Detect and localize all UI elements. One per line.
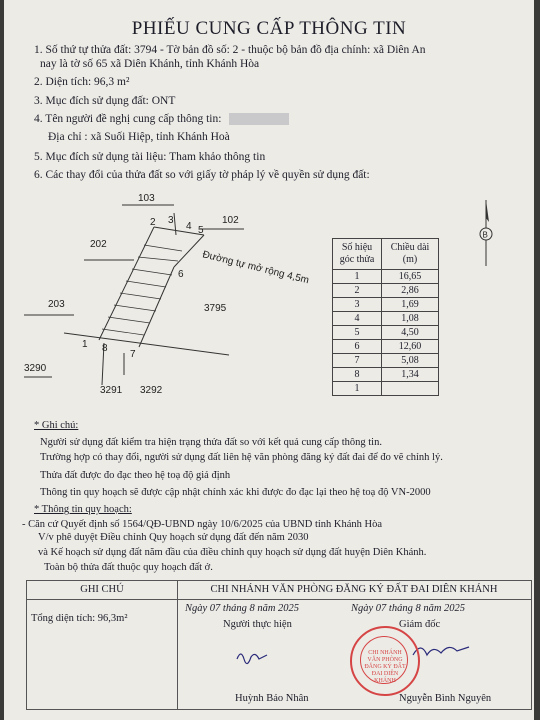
item-4-address: Địa chỉ : xã Suối Hiệp, tỉnh Khánh Hoà	[48, 131, 230, 143]
item-1-cont: nay là tờ số 65 xã Diên Khánh, tỉnh Khánh Hòa	[40, 58, 260, 70]
planning-heading: * Thông tin quy hoạch:	[34, 504, 132, 515]
table-row: 4 1,08	[333, 312, 439, 326]
parcel-102: 102	[222, 215, 239, 226]
north-label: B	[482, 230, 488, 240]
point-2: 2	[150, 217, 156, 228]
role-right: Giám đốc	[399, 619, 441, 630]
note-3: Thửa đất được đo đạc theo hệ toạ độ giả định	[40, 470, 231, 481]
signature-left	[235, 647, 269, 665]
point-4: 4	[186, 221, 192, 232]
table-row: 5 4,50	[333, 326, 439, 340]
redacted-name	[229, 113, 289, 125]
map-boundary-bottom	[64, 333, 229, 355]
point-6: 6	[178, 269, 184, 280]
name-left: Huỳnh Bảo Nhân	[235, 693, 309, 704]
parcel-202: 202	[90, 239, 107, 250]
north-arrow-icon	[474, 196, 500, 270]
item-2: 2. Diện tích: 96,3 m²	[34, 76, 130, 88]
date-left: Ngày 07 tháng 8 năm 2025	[185, 603, 300, 614]
item-3: 3. Mục đích sử dụng đất: ONT	[34, 95, 176, 107]
point-1: 1	[82, 339, 88, 350]
branch-header: CHI NHÁNH VĂN PHÒNG ĐĂNG KÝ ĐẤT ĐAI DIÊN KHÁNH	[210, 584, 498, 595]
name-right: Nguyễn Bình Nguyên	[399, 693, 492, 704]
parcel-103: 103	[138, 193, 155, 204]
parcel-map	[4, 185, 334, 405]
point-3: 3	[168, 215, 174, 226]
seal-text: CHI NHÁNH VĂN PHÒNG ĐĂNG KÝ ĐẤT ĐAI DIÊN KHÁNH	[364, 650, 406, 684]
point-7: 7	[130, 349, 136, 360]
road-label: Đường tự mở rộng 4,5m	[201, 249, 311, 287]
document-page	[4, 0, 534, 720]
map-boundary-right2	[139, 267, 174, 347]
notes-heading: * Ghi chú:	[34, 420, 79, 431]
planning-1: - Căn cứ Quyết định số 1564/QĐ-UBND ngày 10/6/2025 của UBND tỉnh Khánh Hòa	[22, 519, 383, 530]
point-5: 5	[198, 225, 204, 236]
planning-3: và Kế hoạch sử dụng đất năm đầu của điều chỉnh quy hoạch sử dụng đất huyện Diên Khánh.	[38, 547, 427, 558]
ghichu-header: GHI CHÚ	[80, 584, 124, 595]
table-row: 6 12,60	[333, 340, 439, 354]
length-header: Chiều dài (m)	[382, 239, 439, 270]
parcel-203: 203	[48, 299, 65, 310]
parcel-3291: 3291	[100, 385, 123, 396]
table-row: 3 1,69	[333, 298, 439, 312]
note-4: Thông tin quy hoạch sẽ được cập nhật chính xác khi được đo đạc lại theo hệ toạ độ VN-2000	[40, 487, 431, 498]
item-5: 5. Mục đích sử dụng tài liệu: Tham khảo thông tin	[34, 151, 266, 163]
official-seal	[350, 626, 420, 696]
signature-right	[411, 637, 471, 663]
total-area: Tổng diện tích: 96,3m²	[31, 613, 128, 624]
table-row: 2 2,86	[333, 284, 439, 298]
point-8: 8	[102, 343, 108, 354]
parcel-3290: 3290	[24, 363, 47, 374]
map-boundary-right	[174, 235, 204, 267]
angle-length-table	[332, 238, 439, 396]
note-1: Người sử dụng đất kiểm tra hiện trạng thửa đất so với kết quả cung cấp thông tin.	[40, 437, 382, 448]
parcel-3795: 3795	[204, 303, 227, 314]
table-row: 1 16,65	[333, 270, 439, 284]
angle-header: Số hiệu góc thửa	[333, 239, 382, 270]
table-row: 7 5,08	[333, 354, 439, 368]
note-2: Trường hợp có thay đổi, người sử dụng đất liên hệ văn phòng đăng ký đất đai để đo vẽ chỉnh lý.	[40, 452, 443, 463]
planning-4: Toàn bộ thửa đất thuộc quy hoạch đất ở.	[44, 562, 213, 573]
item-1: 1. Số thứ tự thửa đất: 3794 - Tờ bản đồ số: 2 - thuộc bộ bản đồ địa chính: xã Diên An	[34, 44, 426, 56]
signature-table	[26, 580, 532, 710]
item-4: 4. Tên người đề nghị cung cấp thông tin:	[34, 113, 289, 125]
role-left: Người thực hiện	[223, 619, 292, 630]
item-6: 6. Các thay đổi của thửa đất so với giấy tờ pháp lý về quyền sử dụng đất:	[34, 169, 370, 181]
parcel-3292: 3292	[140, 385, 163, 396]
table-row: 8 1,34	[333, 368, 439, 382]
page-title: PHIẾU CUNG CẤP THÔNG TIN	[131, 18, 407, 39]
map-boundary-top	[154, 227, 204, 235]
map-tick-3	[174, 213, 176, 235]
date-right: Ngày 07 tháng 8 năm 2025	[351, 603, 466, 614]
table-row: 1	[333, 382, 439, 396]
planning-2: V/v phê duyệt Điều chỉnh Quy hoạch sử dụng đất đến năm 2030	[38, 532, 309, 543]
map-boundary-left	[99, 227, 154, 340]
